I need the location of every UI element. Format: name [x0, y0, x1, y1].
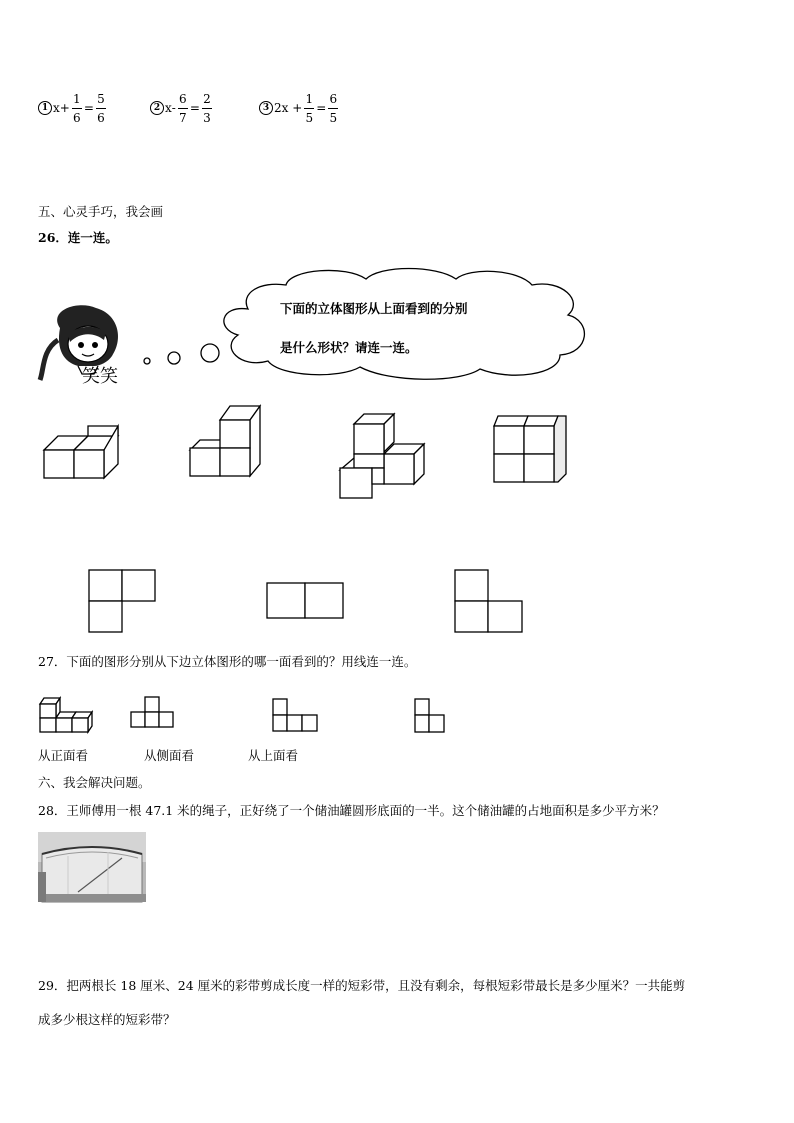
- left-eye: [78, 342, 84, 348]
- girl-name-label: 笑笑: [82, 366, 118, 387]
- thought-dot: [144, 358, 150, 364]
- equation-1: 1 x + $\frac{1}{6}$ = $\frac{5}{6}$: [38, 88, 108, 128]
- question-28-text: 28．王师傅用一根 47.1 米的绳子，正好绕了一个储油罐圆形底面的一半。这个储油罐的占地面积是多少平方米？: [38, 803, 665, 818]
- solid-figure-3[interactable]: [338, 412, 428, 500]
- view-label-top: 从上面看: [248, 748, 299, 763]
- fraction: $\frac{1}{6}$: [73, 91, 81, 125]
- q27-view-option-2[interactable]: [272, 698, 322, 734]
- bubble-text-line-2: 是什么形状？请连一连。: [280, 340, 418, 355]
- thought-dot: [201, 344, 219, 362]
- top-view-option-1[interactable]: [88, 569, 158, 633]
- bubble-text-line-1: 下面的立体图形从上面看到的分别: [280, 301, 468, 316]
- section-5-heading: 五、心灵手巧，我会画: [38, 204, 164, 219]
- question-26-title: 26．连一连。: [38, 230, 118, 245]
- q27-view-option-1[interactable]: [130, 696, 178, 732]
- equation-3: 3 2x + $\frac{1}{5}$ = $\frac{6}{5}$: [259, 88, 340, 128]
- view-label-front: 从正面看: [38, 748, 89, 763]
- question-29-line-2: 成多少根这样的短彩带？: [38, 1012, 176, 1027]
- top-view-option-3[interactable]: [454, 569, 526, 633]
- question-27-title: 27．下面的图形分别从下边立体图形的哪一面看到的？用线连一连。: [38, 654, 417, 669]
- solid-figure-2[interactable]: [188, 404, 268, 480]
- equation-number: 1: [38, 101, 52, 115]
- equation-number: 3: [259, 101, 273, 115]
- fraction: $\frac{5}{6}$: [97, 91, 105, 125]
- ponytail: [40, 340, 58, 380]
- thought-dot: [168, 352, 180, 364]
- q27-solid-figure[interactable]: [38, 690, 102, 734]
- equation-2: 2 x - $\frac{6}{7}$ = $\frac{2}{3}$: [150, 88, 214, 128]
- solid-figure-1[interactable]: [42, 420, 122, 480]
- question-29-line-1: 29．把两根长 18 厘米、24 厘米的彩带剪成长度一样的短彩带，且没有剩余，每根短彩带最长是多少厘米？一共能剪: [38, 978, 686, 993]
- right-eye: [92, 342, 98, 348]
- fraction: $\frac{1}{5}$: [305, 91, 314, 125]
- thought-bubble: [140, 265, 600, 385]
- solid-figure-4[interactable]: [492, 414, 572, 486]
- fraction: $\frac{2}{3}$: [203, 91, 211, 125]
- q27-view-option-3[interactable]: [414, 698, 450, 738]
- fraction: $\frac{6}{5}$: [329, 91, 338, 125]
- view-label-side: 从侧面看: [144, 748, 195, 763]
- equation-number: 2: [150, 101, 164, 115]
- oil-tank-photo: [38, 832, 146, 902]
- top-view-option-2[interactable]: [266, 582, 346, 620]
- fraction: $\frac{6}{7}$: [179, 91, 187, 125]
- section-6-heading: 六、我会解决问题。: [38, 775, 151, 790]
- cloud-shape: [224, 269, 585, 380]
